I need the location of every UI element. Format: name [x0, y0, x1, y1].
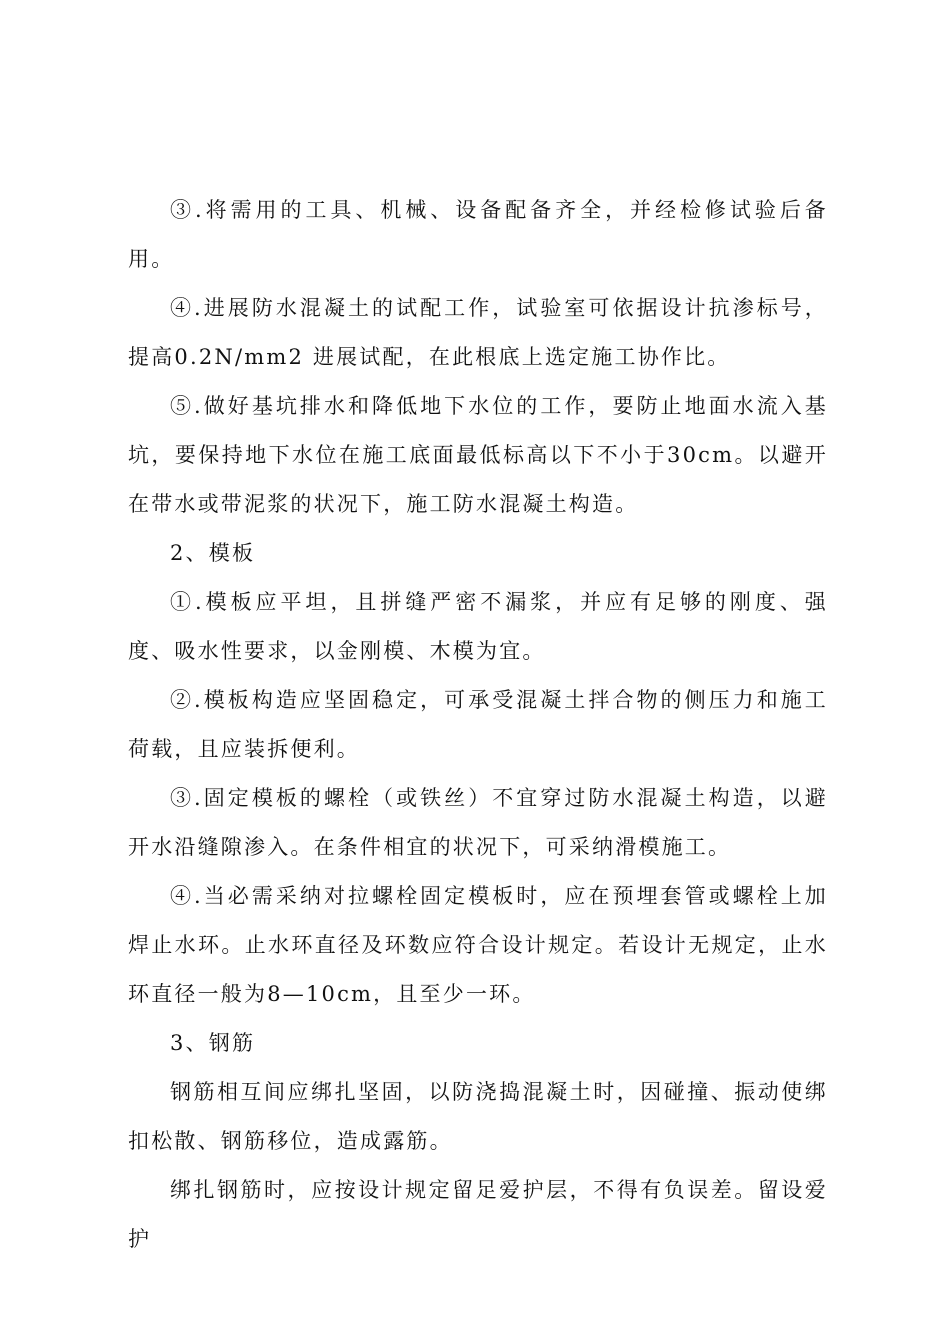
paragraph-rebar-binding: 钢筋相互间应绑扎坚固，以防浇捣混凝土时，因碰撞、振动使绑扣松散、钢筋移位，造成露筋。 [128, 1080, 828, 1153]
paragraph-dewatering: ⑤.做好基坑排水和降低地下水位的工作，要防止地面水流入基坑，要保持地下水位在施工底面最低标高以下不小于30cm。以避开在带水或带泥浆的状况下，施工防水混凝土构造。 [128, 394, 828, 516]
paragraph-formwork-flatness: ①.模板应平坦，且拼缝严密不漏浆，并应有足够的刚度、强度、吸水性要求，以金刚模、木模为宜。 [128, 590, 828, 663]
paragraph-tools-equipment: ③.将需用的工具、机械、设备配备齐全，并经检修试验后备用。 [128, 198, 828, 271]
paragraph-formwork-bolts: ③.固定模板的螺栓（或铁丝）不宜穿过防水混凝土构造，以避开水沿缝隙渗入。在条件相宜的状况下，可采纳滑模施工。 [128, 786, 828, 859]
section-heading-rebar: 3、钢筋 [170, 1031, 256, 1055]
section-heading-formwork: 2、模板 [170, 541, 256, 565]
paragraph-formwork-stability: ②.模板构造应坚固稳定，可承受混凝土拌合物的侧压力和施工荷载，且应装拆便利。 [128, 688, 828, 761]
paragraph-water-stop-ring: ④.当必需采纳对拉螺栓固定模板时，应在预埋套管或螺栓上加焊止水环。止水环直径及环数应符合设计规定。若设计无规定，止水环直径一般为8—10cm，且至少一环。 [128, 884, 828, 1006]
document-body [128, 186, 828, 1264]
paragraph-trial-mix: ④.进展防水混凝土的试配工作，试验室可依据设计抗渗标号，提高0.2N/mm2 进展试配，在此根底上选定施工协作比。 [128, 296, 828, 369]
paragraph-rebar-cover: 绑扎钢筋时，应按设计规定留足爱护层，不得有负误差。留设爱护 [128, 1178, 828, 1251]
